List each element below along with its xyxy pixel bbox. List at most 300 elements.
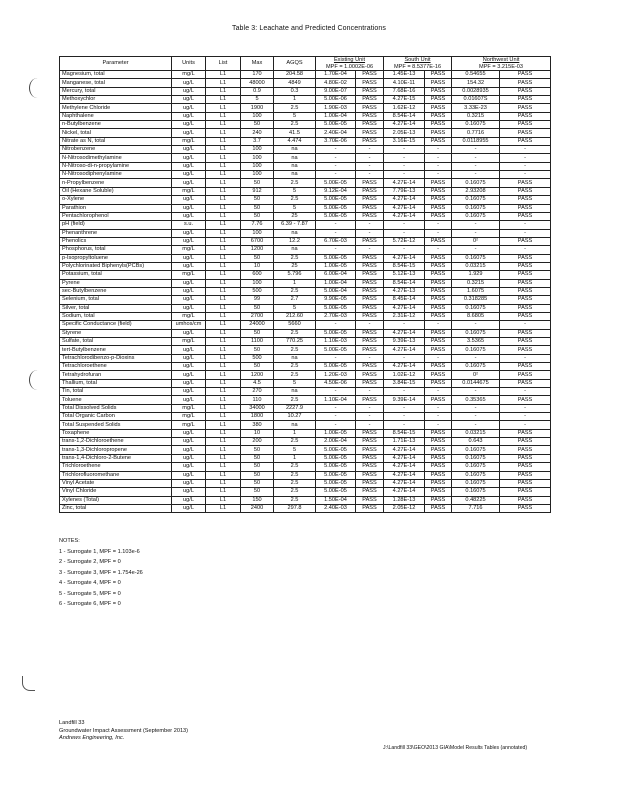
cell-existing-result: - (356, 162, 384, 170)
cell-south-result: PASS (425, 237, 452, 245)
cell-northwest-value: - (452, 154, 500, 162)
cell-northwest-value: 0.48225 (452, 496, 500, 504)
cell-northwest-result: PASS (500, 504, 551, 512)
cell-northwest-result: PASS (500, 237, 551, 245)
cell-max: 50 (241, 446, 274, 454)
cell-max: 50 (241, 304, 274, 312)
table-row (60, 229, 551, 237)
cell-existing-value: 1.00E-04 (316, 112, 356, 120)
concentration-table (59, 56, 551, 513)
cell-northwest-result: PASS (500, 254, 551, 262)
cell-northwest-result: PASS (500, 204, 551, 212)
cell-south-value: 4.27E-14 (384, 346, 425, 354)
cell-max: 34000 (241, 404, 274, 412)
cell-max: 6700 (241, 237, 274, 245)
cell-existing-result: PASS (356, 262, 384, 270)
cell-units: ug/L (172, 104, 206, 112)
cell-existing-result: PASS (356, 479, 384, 487)
cell-list: L1 (206, 429, 241, 437)
cell-units: ug/L (172, 129, 206, 137)
cell-existing-value: - (316, 229, 356, 237)
cell-max: 50 (241, 212, 274, 220)
cell-units: ug/L (172, 296, 206, 304)
cell-south-value: - (384, 421, 425, 429)
cell-northwest-value: 0² (452, 371, 500, 379)
cell-northwest-value: - (452, 162, 500, 170)
cell-existing-value: 4.50E-06 (316, 379, 356, 387)
cell-south-value: - (384, 388, 425, 396)
cell-units: s.u. (172, 221, 206, 229)
cell-northwest-result: PASS (500, 471, 551, 479)
cell-max: 50 (241, 179, 274, 187)
cell-existing-value: 1.00E-05 (316, 262, 356, 270)
cell-parameter: Nickel, total (60, 129, 172, 137)
cell-units: ug/L (172, 204, 206, 212)
cell-south-result: PASS (425, 346, 452, 354)
table-row (60, 196, 551, 204)
note-item: 2 - Surrogate 2, MPF = 0 (59, 559, 121, 565)
cell-south-result: - (425, 221, 452, 229)
cell-list: L1 (206, 379, 241, 387)
cell-list: L1 (206, 279, 241, 287)
cell-northwest-value: - (452, 246, 500, 254)
cell-existing-result: PASS (356, 471, 384, 479)
cell-south-result: PASS (425, 79, 452, 87)
cell-max: 0.9 (241, 87, 274, 95)
cell-list: L1 (206, 179, 241, 187)
cell-northwest-result: PASS (500, 312, 551, 320)
table-row (60, 129, 551, 137)
cell-northwest-result: PASS (500, 379, 551, 387)
cell-parameter: Phosphorus, total (60, 246, 172, 254)
cell-max: 1200 (241, 371, 274, 379)
cell-max: 500 (241, 354, 274, 362)
cell-south-value: - (384, 171, 425, 179)
cell-parameter: Trichlorofluoromethane (60, 471, 172, 479)
cell-max: 170 (241, 71, 274, 79)
cell-list: L1 (206, 237, 241, 245)
cell-agqs: 770.25 (274, 338, 316, 346)
cell-northwest-result: - (500, 154, 551, 162)
cell-south-value: 8.45E-14 (384, 296, 425, 304)
cell-units: ug/L (172, 154, 206, 162)
cell-south-result: PASS (425, 112, 452, 120)
cell-units: ug/L (172, 471, 206, 479)
cell-list: L1 (206, 271, 241, 279)
cell-northwest-value: - (452, 221, 500, 229)
cell-northwest-value: 0.16075 (452, 471, 500, 479)
table-row (60, 212, 551, 220)
cell-existing-value: 5.00E-05 (316, 196, 356, 204)
cell-south-value: 4.27E-14 (384, 471, 425, 479)
cell-max: 1100 (241, 338, 274, 346)
cell-northwest-result: PASS (500, 262, 551, 270)
cell-existing-result: PASS (356, 329, 384, 337)
cell-existing-result: PASS (356, 429, 384, 437)
table-row (60, 346, 551, 354)
cell-northwest-value: 0.01607S (452, 96, 500, 104)
cell-south-value: 3.84E-15 (384, 379, 425, 387)
cell-northwest-value: 0.16075 (452, 446, 500, 454)
table-row (60, 271, 551, 279)
cell-northwest-result: PASS (500, 296, 551, 304)
cell-existing-value: - (316, 162, 356, 170)
cell-existing-result: PASS (356, 287, 384, 295)
cell-units: ug/L (172, 287, 206, 295)
cell-northwest-value: 0.16075 (452, 346, 500, 354)
cell-list: L1 (206, 212, 241, 220)
cell-agqs: 2.5 (274, 496, 316, 504)
table-row (60, 304, 551, 312)
cell-existing-value: 5.00E-04 (316, 287, 356, 295)
cell-existing-result: PASS (356, 87, 384, 95)
table-row (60, 471, 551, 479)
cell-existing-value: - (316, 154, 356, 162)
cell-units: ug/L (172, 237, 206, 245)
cell-existing-result: PASS (356, 121, 384, 129)
cell-units: ug/L (172, 254, 206, 262)
cell-northwest-result: PASS (500, 479, 551, 487)
cell-south-result: - (425, 413, 452, 421)
cell-northwest-result: - (500, 404, 551, 412)
cell-northwest-value: 8.6805 (452, 312, 500, 320)
cell-parameter: Xylenes (Total) (60, 496, 172, 504)
footer-file-path: J:\Landfill 33\GEO\2013 GIA\Model Results Tables (annotated) (383, 745, 528, 751)
cell-units: ug/L (172, 488, 206, 496)
cell-northwest-value: 0.16075 (452, 304, 500, 312)
cell-max: 100 (241, 229, 274, 237)
cell-agqs: 5 (274, 112, 316, 120)
notes (59, 536, 143, 610)
table-row (60, 262, 551, 270)
cell-existing-value: 1.10E-03 (316, 338, 356, 346)
cell-existing-result: PASS (356, 112, 384, 120)
cell-units: ug/L (172, 479, 206, 487)
cell-agqs: 6.39 - 7.87 (274, 221, 316, 229)
cell-northwest-result: PASS (500, 104, 551, 112)
cell-agqs: 2.5 (274, 346, 316, 354)
cell-existing-value: 2.00E-04 (316, 438, 356, 446)
cell-existing-result: PASS (356, 137, 384, 145)
table-row (60, 404, 551, 412)
cell-parameter: n-Propylbenzene (60, 179, 172, 187)
cell-list: L1 (206, 312, 241, 320)
cell-list: L1 (206, 396, 241, 404)
cell-parameter: Methoxychlor (60, 96, 172, 104)
cell-northwest-result: PASS (500, 96, 551, 104)
cell-northwest-value: 0.16075 (452, 254, 500, 262)
cell-existing-value: 5.00E-05 (316, 363, 356, 371)
cell-units: ug/L (172, 96, 206, 104)
cell-south-value: 4.27E-14 (384, 121, 425, 129)
cell-max: 100 (241, 162, 274, 170)
cell-parameter: n-Butylbenzene (60, 121, 172, 129)
cell-agqs: na (274, 421, 316, 429)
cell-northwest-value: - (452, 354, 500, 362)
table-row (60, 104, 551, 112)
cell-agqs: na (274, 354, 316, 362)
cell-parameter: Tetrahydrofuran (60, 371, 172, 379)
cell-agqs: 2.5 (274, 179, 316, 187)
footer-company: Andrews Engineering, Inc. (59, 735, 125, 741)
table-row (60, 254, 551, 262)
cell-northwest-value: 0.03215 (452, 429, 500, 437)
cell-northwest-value: 0.16075 (452, 329, 500, 337)
cell-parameter: Toxaphene (60, 429, 172, 437)
table-row (60, 137, 551, 145)
cell-parameter: Tetrachloroethene (60, 363, 172, 371)
cell-northwest-result: PASS (500, 463, 551, 471)
cell-max: 150 (241, 496, 274, 504)
cell-existing-result: PASS (356, 338, 384, 346)
cell-list: L1 (206, 488, 241, 496)
table-row (60, 463, 551, 471)
cell-parameter: N-Nitroso-di-n-propylamine (60, 162, 172, 170)
cell-existing-result: PASS (356, 254, 384, 262)
cell-list: L1 (206, 104, 241, 112)
cell-parameter: Potassium, total (60, 271, 172, 279)
cell-existing-result: - (356, 246, 384, 254)
cell-parameter: Vinyl Acetate (60, 479, 172, 487)
cell-existing-result: PASS (356, 379, 384, 387)
cell-northwest-result: - (500, 246, 551, 254)
cell-northwest-result: - (500, 354, 551, 362)
cell-agqs: 5 (274, 304, 316, 312)
table-body (60, 71, 551, 513)
cell-existing-value: 9.12E-04 (316, 187, 356, 195)
cell-max: 270 (241, 388, 274, 396)
cell-south-result: PASS (425, 212, 452, 220)
cell-existing-result: PASS (356, 346, 384, 354)
cell-list: L1 (206, 221, 241, 229)
cell-parameter: Toluene (60, 396, 172, 404)
cell-existing-value: - (316, 404, 356, 412)
notes-heading: NOTES: (59, 538, 80, 544)
cell-parameter: p-Isopropyltoluene (60, 254, 172, 262)
cell-south-value: - (384, 413, 425, 421)
cell-northwest-value: 0.16075 (452, 363, 500, 371)
cell-parameter: Zinc, total (60, 504, 172, 512)
cell-existing-result: PASS (356, 438, 384, 446)
cell-northwest-value: 0.16075 (452, 454, 500, 462)
cell-parameter: Mercury, total (60, 87, 172, 95)
cell-south-value: 4.27E-14 (384, 212, 425, 220)
table-row (60, 221, 551, 229)
cell-existing-value: 1.10E-04 (316, 396, 356, 404)
table-row (60, 321, 551, 329)
table-title: Table 3: Leachate and Predicted Concentrations (231, 25, 387, 32)
table-row (60, 279, 551, 287)
cell-agqs: 5 (274, 446, 316, 454)
cell-list: L1 (206, 438, 241, 446)
cell-existing-value: - (316, 388, 356, 396)
cell-parameter: Tetrachlorodibenzo-p-Dioxins (60, 354, 172, 362)
table-row (60, 287, 551, 295)
cell-south-result: PASS (425, 179, 452, 187)
header-units: Units (172, 57, 206, 71)
cell-max: 50 (241, 204, 274, 212)
cell-units: ug/L (172, 87, 206, 95)
cell-existing-result: PASS (356, 212, 384, 220)
cell-existing-result: - (356, 154, 384, 162)
cell-existing-result: - (356, 421, 384, 429)
cell-max: 240 (241, 129, 274, 137)
cell-existing-result: - (356, 321, 384, 329)
cell-max: 1200 (241, 246, 274, 254)
cell-units: ug/L (172, 379, 206, 387)
cell-parameter: Naphthalene (60, 112, 172, 120)
cell-existing-value: 1.50E-04 (316, 496, 356, 504)
table-row (60, 379, 551, 387)
cell-northwest-value: 0.3215 (452, 279, 500, 287)
cell-northwest-value: 0.3215 (452, 112, 500, 120)
cell-existing-result: PASS (356, 279, 384, 287)
cell-south-result: PASS (425, 87, 452, 95)
cell-south-result: PASS (425, 438, 452, 446)
cell-units: mg/L (172, 71, 206, 79)
cell-south-value: 4.27E-14 (384, 463, 425, 471)
cell-northwest-result: PASS (500, 496, 551, 504)
cell-parameter: pH (field) (60, 221, 172, 229)
table-row (60, 171, 551, 179)
note-item: 6 - Surrogate 6, MPF = 0 (59, 601, 121, 607)
cell-existing-result: PASS (356, 129, 384, 137)
cell-existing-value: - (316, 354, 356, 362)
cell-list: L1 (206, 371, 241, 379)
cell-existing-result: PASS (356, 96, 384, 104)
cell-parameter: tert-Butylbenzene (60, 346, 172, 354)
cell-agqs: 10.27 (274, 413, 316, 421)
cell-northwest-value: 0.643 (452, 438, 500, 446)
cell-northwest-result: PASS (500, 371, 551, 379)
cell-max: 110 (241, 396, 274, 404)
cell-parameter: Styrene (60, 329, 172, 337)
footer-site: Landfill 33 (59, 720, 85, 726)
cell-parameter: o-Xylene (60, 196, 172, 204)
cell-units: mg/L (172, 413, 206, 421)
cell-northwest-result: PASS (500, 179, 551, 187)
cell-agqs: 212.60 (274, 312, 316, 320)
cell-south-result: PASS (425, 71, 452, 79)
cell-south-result: PASS (425, 137, 452, 145)
cell-max: 500 (241, 287, 274, 295)
cell-max: 100 (241, 154, 274, 162)
cell-list: L1 (206, 354, 241, 362)
cell-existing-result: PASS (356, 496, 384, 504)
cell-max: 50 (241, 363, 274, 371)
cell-northwest-result: PASS (500, 121, 551, 129)
cell-existing-result: PASS (356, 371, 384, 379)
cell-units: ug/L (172, 446, 206, 454)
cell-south-result: - (425, 404, 452, 412)
cell-list: L1 (206, 329, 241, 337)
cell-south-result: PASS (425, 496, 452, 504)
cell-units: mg/L (172, 421, 206, 429)
cell-agqs: 2.5 (274, 254, 316, 262)
cell-units: ug/L (172, 346, 206, 354)
cell-units: mg/L (172, 137, 206, 145)
cell-south-value: 4.27E-14 (384, 196, 425, 204)
cell-max: 50 (241, 488, 274, 496)
cell-northwest-result: PASS (500, 129, 551, 137)
cell-existing-result: - (356, 404, 384, 412)
cell-existing-value: 5.00E-05 (316, 204, 356, 212)
table-header-row (60, 57, 551, 71)
cell-list: L1 (206, 204, 241, 212)
header-existing-unit (316, 57, 384, 71)
cell-existing-value: 1.00E-04 (316, 279, 356, 287)
cell-agqs: 2.5 (274, 463, 316, 471)
cell-units: ug/L (172, 496, 206, 504)
header-northwest-unit (452, 57, 551, 71)
cell-northwest-result: PASS (500, 329, 551, 337)
cell-northwest-value: 1.6075 (452, 287, 500, 295)
cell-northwest-result: PASS (500, 304, 551, 312)
cell-northwest-value: 0² (452, 237, 500, 245)
cell-northwest-result: PASS (500, 137, 551, 145)
cell-south-value: 2.31E-12 (384, 312, 425, 320)
cell-northwest-result: - (500, 413, 551, 421)
cell-list: L1 (206, 321, 241, 329)
cell-south-result: PASS (425, 187, 452, 195)
cell-list: L1 (206, 79, 241, 87)
cell-units: ug/L (172, 212, 206, 220)
cell-list: L1 (206, 413, 241, 421)
cell-northwest-result: PASS (500, 279, 551, 287)
cell-south-value: - (384, 162, 425, 170)
cell-south-value: 8.54E-14 (384, 112, 425, 120)
cell-agqs: 2.5 (274, 479, 316, 487)
cell-units: ug/L (172, 329, 206, 337)
cell-units: ug/L (172, 438, 206, 446)
cell-list: L1 (206, 129, 241, 137)
cell-list: L1 (206, 262, 241, 270)
cell-existing-result: PASS (356, 463, 384, 471)
cell-existing-result: - (356, 354, 384, 362)
cell-existing-result: PASS (356, 187, 384, 195)
cell-max: 2400 (241, 504, 274, 512)
cell-agqs: 2.5 (274, 329, 316, 337)
cell-south-result: PASS (425, 446, 452, 454)
cell-south-value: 8.54E-14 (384, 279, 425, 287)
cell-max: 10 (241, 262, 274, 270)
table-row (60, 162, 551, 170)
cell-parameter: Total Organic Carbon (60, 413, 172, 421)
cell-south-value: 1.62E-12 (384, 104, 425, 112)
cell-northwest-result: PASS (500, 338, 551, 346)
cell-existing-result: - (356, 221, 384, 229)
cell-units: mg/L (172, 312, 206, 320)
cell-list: L1 (206, 346, 241, 354)
cell-units: ug/L (172, 112, 206, 120)
cell-northwest-result: PASS (500, 429, 551, 437)
cell-max: 600 (241, 271, 274, 279)
cell-list: L1 (206, 171, 241, 179)
cell-units: ug/L (172, 146, 206, 154)
cell-northwest-result: PASS (500, 271, 551, 279)
cell-south-result: PASS (425, 454, 452, 462)
cell-existing-result: PASS (356, 79, 384, 87)
cell-south-result: PASS (425, 121, 452, 129)
cell-list: L1 (206, 363, 241, 371)
cell-max: 50 (241, 346, 274, 354)
cell-agqs: 2.5 (274, 363, 316, 371)
cell-existing-result: PASS (356, 196, 384, 204)
table-row (60, 79, 551, 87)
cell-max: 99 (241, 296, 274, 304)
cell-list: L1 (206, 154, 241, 162)
cell-units: ug/L (172, 429, 206, 437)
